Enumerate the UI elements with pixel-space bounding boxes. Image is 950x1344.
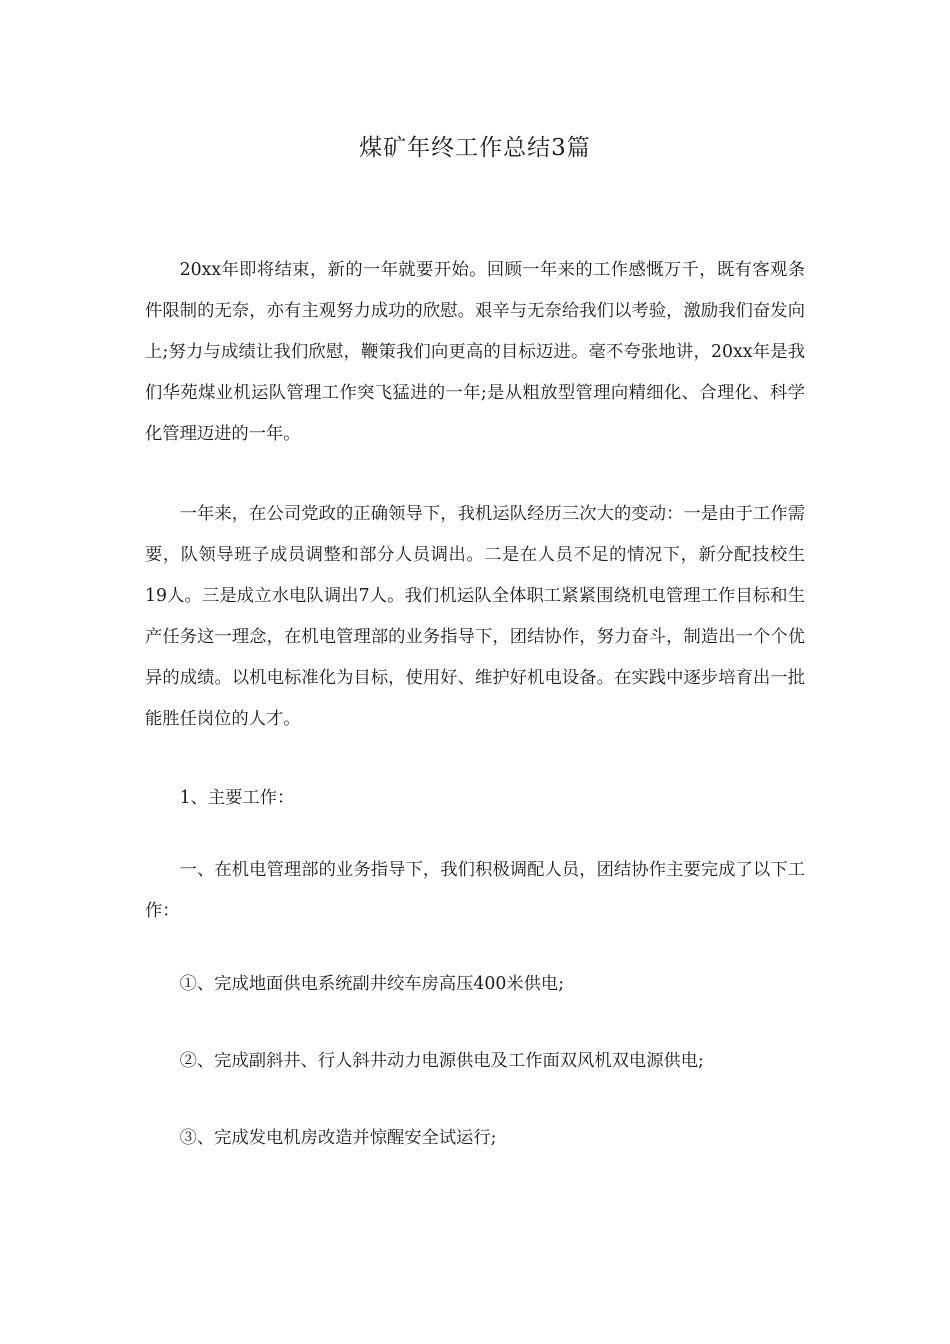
list-item-2: ②、完成副斜井、行人斜井动力电源供电及工作面双风机双电源供电;: [179, 1051, 704, 1071]
paragraph-overview: 一年来，在公司党政的正确领导下，我机运队经历三次大的变动：一是由于工作需要，队领导班子成员调整和部分人员调出。二是在人员不足的情况下，新分配技校生19人。三是成立水电队调出7人。我们机运队全体职工紧紧围绕机电管理工作目标和生产任务这一理念，在机电管理部的业务指导下，团结协作，努力奋斗，制造出一个个优异的成绩。以机电标准化为目标，使用好、维护好机电设备。在实践中逐步培育出一批能胜任岗位的人才。: [145, 504, 805, 729]
paragraph-work-intro: 一、在机电管理部的业务指导下，我们积极调配人员，团结协作主要完成了以下工作：: [145, 860, 805, 921]
paragraph-intro: 20xx年即将结束，新的一年就要开始。回顾一年来的工作感慨万千，既有客观条件限制的无奈，亦有主观努力成功的欣慰。艰辛与无奈给我们以考验，激励我们奋发向上;努力与成绩让我们欣慰，鞭策我们向更高的目标迈进。毫不夸张地讲，20xx年是我们华苑煤业机运队管理工作突飞猛进的一年;是从粗放型管理向精细化、合理化、科学化管理迈进的一年。: [145, 260, 805, 444]
list-item-1: ①、完成地面供电系统副井绞车房高压400米供电;: [179, 974, 565, 994]
list-item-3: ③、完成发电机房改造并惊醒安全试运行;: [179, 1128, 497, 1148]
document-title: 煤矿年终工作总结3篇: [359, 135, 591, 161]
section-heading-main-work: 1、主要工作：: [179, 788, 295, 808]
